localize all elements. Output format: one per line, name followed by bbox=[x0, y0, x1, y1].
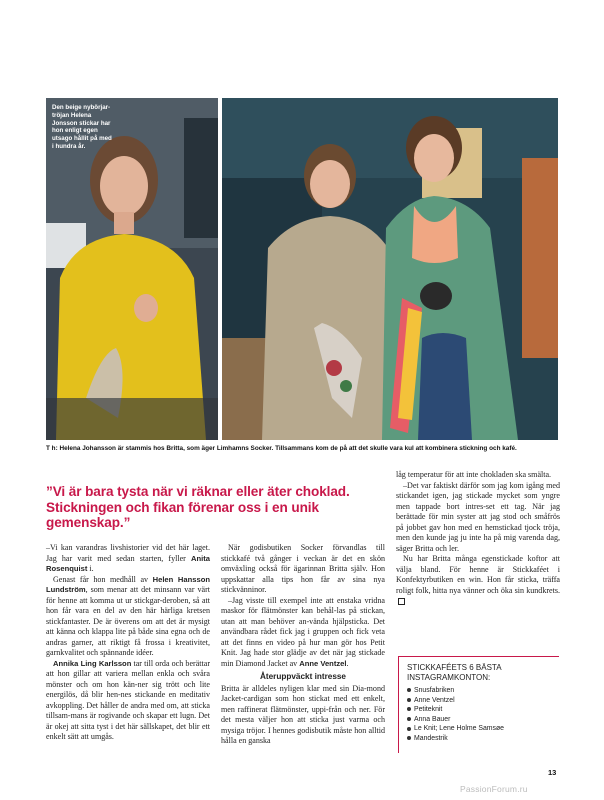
bullet-icon bbox=[407, 736, 411, 740]
photo-right-two-women-knitting bbox=[222, 98, 558, 440]
col3-paragraph-1: låg temperatur för att inte chokladen ska smälta. bbox=[396, 470, 552, 479]
fact-box-title: STICKKAFÉETS 6 BÄSTA INSTAGRAMKONTON: bbox=[407, 663, 502, 682]
account-name: Snusfabriken bbox=[414, 687, 455, 694]
account-name: Mandestrik bbox=[414, 734, 448, 742]
text: –Jag visste till exempel inte att enstaka vridna maskor för flätmönster kan behål-las på stickan, utan att man behöver an-vända hjälpsticka. Det användbara rådet fick jag i gruppen och fick veta att det finns en video på hur man gör hos Petit Knit. Jag hade stor glädje av det när jag stickade min Diamond Jacket av bbox=[221, 595, 385, 668]
text: tar till orda och berättar att hon gillar att variera mellan enkla och svåra mönster och om hon kän-ner sig trött och lite energilös, då blir hen-nes stickande en meditativ avkoppling. Det håller de andra med om, att sticka tillsam-mans är rogivande och skapar ett lugn. Det är okej att sitta tyst i det här sällskapet, det blir ett enkelt sätt att umgås. bbox=[46, 658, 210, 741]
person-name: Helen Hansson Lundström bbox=[46, 574, 211, 594]
text: Genast får hon medhåll av bbox=[53, 574, 153, 584]
section-subheading: Återuppväckt intresse bbox=[259, 672, 346, 681]
text: , som menar att det minsann var värt för henne att komma ut ur stickgar-deroben, så att hon får vara en del av den här härliga kretsen stickfantaster. De är överens om att det är mysigt att känna och klappa lite på både sina egna och de andras garner, att riktigt få frossa i kreativitet, garnkvalitet och spännande idéer. bbox=[46, 585, 210, 657]
list-item bbox=[407, 705, 559, 715]
col1-paragraph-2 bbox=[46, 575, 210, 659]
col1-paragraph-3 bbox=[46, 659, 210, 743]
bullet-icon bbox=[407, 688, 411, 692]
account-name: Le Knit; Lene Holme Samsøe bbox=[414, 725, 505, 733]
col2-paragraph-1: När godisbutiken Socker förvandlas till stickkafé två gånger i veckan är det en skön omväxling också för ägarinnan Britta själv. Hon uppskattar alla tips hon får av sina nya stickvänninor. bbox=[221, 543, 385, 594]
bullet-icon bbox=[407, 727, 411, 731]
list-item bbox=[407, 686, 559, 696]
photo-main-caption: T h: Helena Johansson är stammis hos Britta, som äger Limhamns Socker. Tillsammans kom de på att det skulle vara kul att kombinera stickning och kafé. bbox=[46, 445, 517, 452]
article-column-1 bbox=[46, 543, 210, 743]
list-item bbox=[407, 724, 559, 734]
article-column-3 bbox=[396, 470, 560, 607]
text: . bbox=[346, 658, 349, 668]
col2-paragraph-2 bbox=[221, 596, 385, 670]
photo-left-knitter-yellow-sweater bbox=[46, 98, 218, 440]
bullet-icon bbox=[407, 717, 411, 721]
pull-quote: ”Vi är bara tysta när vi räknar eller äter choklad. Stickningen och fikan förenar oss i en unik gemenskap.” bbox=[46, 484, 350, 531]
bullet-icon bbox=[407, 698, 411, 702]
col1-paragraph-1 bbox=[46, 543, 210, 575]
col3-paragraph-3 bbox=[396, 554, 560, 607]
text: i. bbox=[87, 564, 94, 573]
text: –Vi kan varandras livshistorier vid det här laget. Jag har varit med sedan starten, fyller bbox=[46, 543, 210, 563]
photo-right-illustration bbox=[222, 98, 558, 440]
end-of-article-square-icon bbox=[398, 598, 405, 605]
watermark: PassionForum.ru bbox=[460, 784, 528, 794]
account-name: Anne Ventzel bbox=[414, 696, 455, 704]
col3-paragraph-2: –Det var faktiskt därför som jag kom igång med stickandet igen, jag stickade mycket som yngre men tappade bort intres-set ett tag. När jag berättade för min syster att jag stod och småfrös på jobbet gav hon med en hemstickad tjock tröja, men den kunde jag ju inte ha på mig varenda dag, säger Britta och ler. bbox=[396, 480, 560, 553]
text: Nu har Britta många egenstickade koftor att välja bland. För henne är Stickkaféet i Konfektyrbutiken en win. Hon får sticka, träffa roligt folk, hitta nya vänner och öka sin kundkrets. bbox=[396, 554, 560, 595]
person-name: Annika Ling Karlsson bbox=[53, 658, 132, 668]
person-name: Anita Rosenquist bbox=[46, 553, 210, 573]
list-item bbox=[407, 715, 559, 725]
bullet-icon bbox=[407, 707, 411, 711]
list-item bbox=[407, 734, 559, 744]
photo-left-caption: Den beige nybörjar-tröjan Helena Jonsson stickar har hon enligt egen utsago hållit på med i hundra år. bbox=[52, 104, 112, 150]
instagram-fact-box bbox=[398, 656, 559, 753]
instagram-account-list bbox=[399, 686, 559, 744]
article-column-2 bbox=[221, 543, 385, 747]
account-name: Anna Bauer bbox=[414, 715, 451, 723]
account-name: Petiteknit bbox=[414, 706, 443, 714]
page-number: 13 bbox=[548, 768, 557, 777]
person-name: Anne Ventzel bbox=[299, 658, 347, 668]
list-item bbox=[407, 696, 559, 706]
col2-paragraph-3: Britta är alldeles nyligen klar med sin Dia-mond Jacket-cardigan som hon stickat med ett enkelt, men raffinerat flätmönster, uppi-från och ner. För det mesta väljer hon att sticka just varma och mysiga tröjor. I hennes godisbutik måste hon alltid hålla en ganska bbox=[221, 683, 385, 745]
